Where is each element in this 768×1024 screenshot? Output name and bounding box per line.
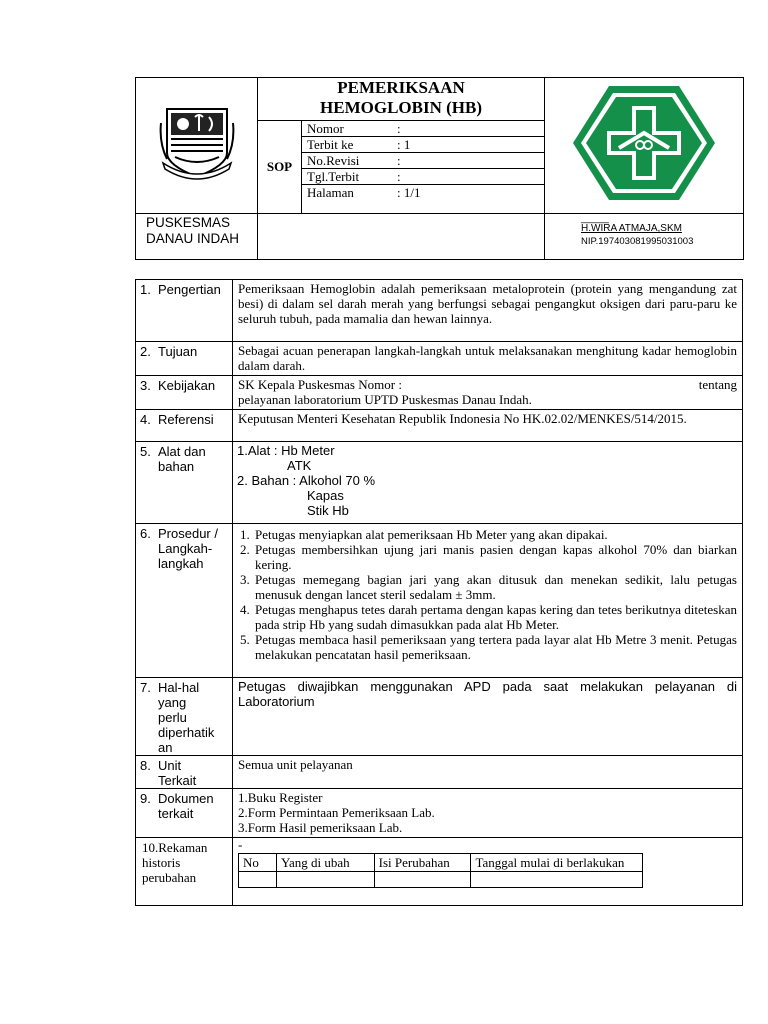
- section-label: [136, 442, 233, 524]
- meta-value: : 1: [392, 137, 544, 153]
- label-line: diperhatik: [158, 725, 215, 740]
- section-content: Petugas diwajibkan menggunakan APD pada saat melakukan pelayanan di Laboratorium: [233, 678, 743, 756]
- procedure-step: 5. Petugas membaca hasil pemeriksaan yang tertera pada layar alat Hb Metre 3 menit. Petugas melakukan pencatatan hasil pemeriksaan.: [253, 632, 737, 662]
- signer-nip: NIP.197403081995031003: [581, 236, 694, 247]
- section-number: 10.: [142, 840, 159, 855]
- procedure-step: 2. Petugas membersihkan ujung jari manis pasien dengan kapas alkohol 70% dan biarkan kering.: [253, 542, 737, 572]
- procedure-step: 3. Petugas memegang bagian jari yang akan ditusuk dan menekan sedikit, lalu petugas menusuk dengan lancet steril sedalam ± 3mm.: [253, 572, 737, 602]
- section-title: Kebijakan: [158, 378, 216, 393]
- section-label: [136, 838, 233, 906]
- document-item: 1.Buku Register: [238, 790, 323, 805]
- document-item: 3.Form Hasil pemeriksaan Lab.: [238, 820, 403, 835]
- meta-row: [302, 185, 544, 201]
- document-meta: [302, 121, 545, 214]
- table-row: [239, 872, 643, 888]
- procedure-steps: [238, 527, 737, 662]
- column-header: Yang di ubah: [276, 854, 374, 872]
- label-line: perubahan: [142, 870, 197, 885]
- section-label: [136, 524, 233, 678]
- label-line: bahan: [158, 459, 195, 474]
- meta-key: Terbit ke: [302, 137, 392, 153]
- section-title: Referensi: [158, 412, 214, 427]
- change-history-table: [238, 853, 643, 888]
- section-prosedur: [136, 524, 743, 678]
- meta-key: Halaman: [307, 185, 354, 200]
- right-logo-cell: [545, 78, 744, 214]
- section-number: 2.: [140, 344, 151, 359]
- section-number: 4.: [140, 412, 151, 427]
- section-unit-terkait: [136, 756, 743, 789]
- signature-block: [545, 214, 744, 260]
- label-line: yang: [158, 695, 187, 710]
- section-alat-bahan: [136, 442, 743, 524]
- bahan-item: Stik Hb: [307, 503, 349, 518]
- meta-value: :: [392, 121, 544, 137]
- bahan-line: 2. Bahan : Alkohol 70 %: [237, 473, 376, 488]
- left-logo-cell: [136, 78, 258, 214]
- section-number: 9.: [140, 791, 151, 806]
- org-line-2: DANAU INDAH: [146, 231, 240, 246]
- section-content: Keputusan Menteri Kesehatan Republik Indonesia No HK.02.02/MENKES/514/2015.: [233, 410, 743, 442]
- section-content: Semua unit pelayanan: [233, 756, 743, 789]
- meta-row: [302, 153, 544, 169]
- section-number: 5.: [140, 444, 151, 459]
- section-dokumen-terkait: [136, 789, 743, 838]
- table-cell: [276, 872, 374, 888]
- section-number: 6.: [140, 526, 151, 541]
- section-content: [233, 838, 743, 906]
- kebijakan-tentang: tentang: [698, 377, 737, 392]
- signer-name: H.WIRA ATMAJA,SKM: [581, 223, 682, 234]
- label-line: Prosedur /: [158, 526, 218, 541]
- section-content: [233, 376, 743, 410]
- section-title: Pengertian: [158, 282, 221, 297]
- section-referensi: [136, 410, 743, 442]
- meta-row: [302, 137, 544, 153]
- label-line: langkah: [158, 556, 204, 571]
- meta-row: [302, 169, 544, 185]
- section-hal-hal: [136, 678, 743, 756]
- section-content: [233, 524, 743, 678]
- org-line-1: PUSKESMAS: [146, 215, 231, 230]
- meta-value: : 1/1: [397, 185, 421, 200]
- title-line-2: HEMOGLOBIN (HB): [320, 98, 482, 117]
- regional-emblem-icon: [159, 103, 235, 183]
- meta-value: :: [392, 153, 544, 169]
- label-line: perlu: [158, 710, 187, 725]
- document-title: [258, 78, 545, 121]
- section-label: [136, 342, 233, 376]
- puskesmas-green-cross-icon: [571, 84, 717, 202]
- meta-row: [302, 121, 544, 137]
- column-header: No: [239, 854, 277, 872]
- procedure-step: 4. Petugas menghapus tetes darah pertama dengan kapas kering dan tetes berikutnya diteteskan pada strip Hb yang sudah dimasukkan pada alat Hb Meter.: [253, 602, 737, 632]
- label-line: terkait: [158, 806, 194, 821]
- section-label: [136, 756, 233, 789]
- section-label: [136, 678, 233, 756]
- signature-line: _____: [581, 213, 609, 224]
- change-history-header: [239, 854, 643, 872]
- label-line: Dokumen: [158, 791, 214, 806]
- section-number: 8.: [140, 758, 151, 773]
- column-header: Isi Perubahan: [374, 854, 471, 872]
- title-line-1: PEMERIKSAAN: [337, 78, 465, 97]
- meta-key: Tgl.Terbit: [302, 169, 392, 185]
- section-tujuan: [136, 342, 743, 376]
- section-label: [136, 376, 233, 410]
- label-line: Alat dan: [158, 444, 206, 459]
- section-number: 1.: [140, 282, 151, 297]
- kebijakan-line-2: pelayanan laboratorium UPTD Puskesmas Danau Indah.: [238, 392, 532, 407]
- section-label: [136, 280, 233, 342]
- table-cell: [471, 872, 643, 888]
- section-pengertian: [136, 280, 743, 342]
- table-cell: [374, 872, 471, 888]
- section-content: Pemeriksaan Hemoglobin adalah pemeriksaan metaloprotein (protein yang mengandung zat besi) di dalam sel darah merah yang berfungsi sebagai pengangkut oksigen dari paru-paru ke seluruh tubuh, pada mamalia dan hewan lainnya.: [233, 280, 743, 342]
- section-content: [233, 442, 743, 524]
- label-line: Rekaman: [158, 840, 208, 855]
- section-rekaman-historis: [136, 838, 743, 906]
- section-kebijakan: [136, 376, 743, 410]
- bahan-item: Kapas: [307, 488, 344, 503]
- section-number: 3.: [140, 378, 151, 393]
- label-line: an: [158, 740, 173, 755]
- empty-footer-cell: [258, 214, 545, 260]
- organization-name: [136, 214, 258, 260]
- alat-line: 1.Alat : Hb Meter: [237, 443, 335, 458]
- meta-key: Nomor: [302, 121, 392, 137]
- label-line: Hal-hal: [158, 680, 200, 695]
- section-content: [233, 789, 743, 838]
- meta-key: No.Revisi: [302, 153, 392, 169]
- procedure-step: 1. Petugas menyiapkan alat pemeriksaan Hb Meter yang akan dipakai.: [253, 527, 737, 542]
- label-line: Langkah-: [158, 541, 213, 556]
- document-item: 2.Form Permintaan Pemeriksaan Lab.: [238, 805, 435, 820]
- section-title: Tujuan: [158, 344, 198, 359]
- section-number: 7.: [140, 680, 151, 695]
- sop-label: SOP: [258, 121, 302, 214]
- section-label: [136, 410, 233, 442]
- sop-header: [135, 77, 744, 260]
- column-header: Tanggal mulai di berlakukan: [471, 854, 643, 872]
- table-cell: [239, 872, 277, 888]
- label-line: Unit: [158, 758, 182, 773]
- document-list: [238, 790, 737, 835]
- meta-value: :: [392, 169, 544, 185]
- kebijakan-text: SK Kepala Puskesmas Nomor :: [238, 377, 402, 392]
- alat-item: ATK: [287, 458, 312, 473]
- section-content: Sebagai acuan penerapan langkah-langkah untuk melaksanakan menghitung kadar hemoglobin dalam darah.: [233, 342, 743, 376]
- label-line: Terkait: [158, 773, 197, 788]
- rekaman-dash: -: [238, 837, 243, 852]
- section-label: [136, 789, 233, 838]
- sop-content-table: [135, 279, 743, 906]
- label-line: historis: [142, 855, 181, 870]
